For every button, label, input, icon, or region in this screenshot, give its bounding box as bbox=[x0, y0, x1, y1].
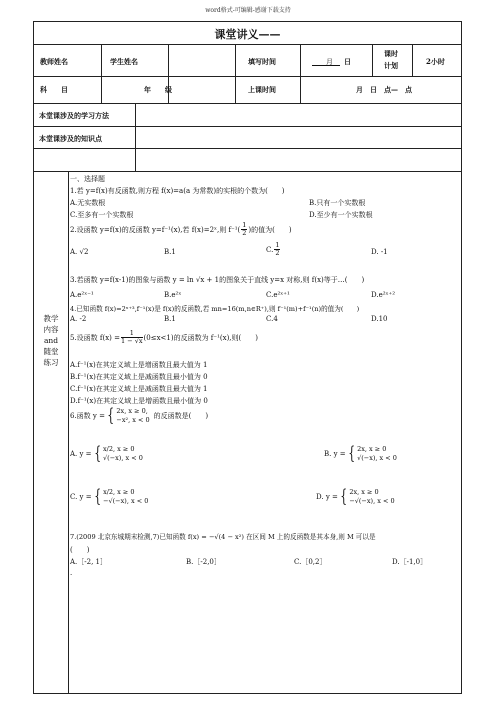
q2-option-b: B.1 bbox=[164, 248, 176, 256]
knowledge-points-label: 本堂课涉及的知识点 bbox=[39, 134, 102, 143]
q1-option-c: C.至多有一个实数根 bbox=[70, 211, 134, 219]
q1-option-a: A.无实数根 bbox=[70, 199, 106, 207]
q7-stem: 7.(2009 北京东城期末检测,7)已知函数 f(x) = −√(4 − x²) 在区间 M 上的反函数是其本身,则 M 可以是 bbox=[70, 533, 376, 541]
date-day: 日 bbox=[344, 57, 351, 66]
fill-time-label: 填写时间 bbox=[248, 57, 276, 66]
student-name-label: 学生姓名 bbox=[110, 57, 138, 66]
q6-stem: 6.函数 y = { 2x, x ≥ 0, −x², x < 0 的反函数是( ) bbox=[70, 405, 209, 426]
q3-option-d: D.e²ˣ⁺² bbox=[371, 291, 396, 299]
q6-option-d: D. y = { 2x, x ≥ 0 −√(−x), x < 0 bbox=[316, 486, 395, 507]
q5-stem: 5.设函数 f(x) = $\frac{1}{1 - √x}$ (0≤x<1)的反函数为 f⁻¹(x),则( ) bbox=[70, 329, 258, 345]
class-time-value: 月 日 点— 点 bbox=[356, 85, 412, 94]
q4-option-c: C.4 bbox=[266, 315, 278, 323]
q3-option-a: A.e²ˣ⁻¹ bbox=[70, 291, 94, 299]
teacher-name-label: 教师姓名 bbox=[40, 57, 68, 66]
q4-option-b: B.1 bbox=[164, 315, 176, 323]
date-month: 月 bbox=[326, 58, 333, 66]
q3-stem: 3.若函数 y=f(x-1)的图象与函数 y = ln √x + 1的图象关于直线 y=x 对称,则 f(x)等于…( ) bbox=[70, 276, 365, 284]
q5-option-c: C.f⁻¹(x)在其定义域上是减函数且最大值为 1 bbox=[70, 385, 208, 393]
q4-stem: 4.已知函数 f(x)=2ˣ⁺³,f⁻¹(x)是 f(x)的反函数,若 mn=16(m,n∈R⁺),则 f⁻¹(m)+f⁻¹(n)的值为( ) bbox=[70, 305, 360, 313]
q6-option-b: B. y = { 2x, x ≥ 0 √(−x), x < 0 bbox=[324, 443, 397, 464]
class-time-label: 上课时间 bbox=[248, 85, 276, 94]
q2-option-a: A. √2 bbox=[70, 248, 89, 256]
plan-label-2: 计划 bbox=[384, 61, 398, 70]
subject-label: 科 目 bbox=[40, 85, 68, 94]
q7-option-d: D.［-1,0］ bbox=[392, 558, 428, 566]
q4-option-a: A. -2 bbox=[70, 315, 87, 323]
q7-trailing-dot: . bbox=[70, 569, 73, 577]
q7-option-c: C.［0,2］ bbox=[294, 558, 327, 566]
q7-option-a: A.［-2, 1］ bbox=[70, 558, 108, 566]
q5-option-d: D.f⁻¹(x)在其定义域上是增函数且最小值为 0 bbox=[70, 397, 208, 405]
q1-stem: 1.若 y=f(x)有反函数,则方程 f(x)=a(a 为常数)的实根的个数为( ) bbox=[70, 187, 285, 195]
plan-label-1: 课时 bbox=[384, 49, 398, 58]
grade-label: 年 级 bbox=[144, 85, 172, 94]
q1-option-b: B.只有一个实数根 bbox=[309, 199, 366, 207]
q5-option-b: B.f⁻¹(x)在其定义域上是减函数且最小值为 0 bbox=[70, 373, 208, 381]
section-heading: 一、选择题 bbox=[70, 175, 105, 183]
q7-option-b: B.［-2,0］ bbox=[186, 558, 221, 566]
learning-method-label: 本堂课涉及的学习方法 bbox=[39, 111, 109, 120]
q2-stem: 2.设函数 y=f(x)的反函数 y=f⁻¹(x),若 f(x)=2ˣ,则 f⁻¹( $\frac{1}{2}$ )的值为( ) bbox=[70, 221, 292, 237]
side-label: 教学 内容 and 随堂 练习 bbox=[43, 314, 59, 367]
q6-option-c: C. y = { x/2, x ≥ 0 −√(−x), x < 0 bbox=[70, 486, 149, 507]
lesson-table bbox=[33, 21, 462, 694]
q1-option-d: D.至少有一个实数根 bbox=[309, 211, 373, 219]
q2-option-c: C. $\frac{1}{2}$ bbox=[266, 241, 280, 257]
top-note: word格式-可编辑-感谢下载支持 bbox=[205, 7, 291, 14]
page-title: 课堂讲义—— bbox=[214, 28, 281, 41]
q4-option-d: D.10 bbox=[371, 315, 388, 323]
q7-blank: ( ) bbox=[70, 546, 90, 554]
q3-option-b: B.e²ˣ bbox=[164, 291, 182, 299]
q3-option-c: C.e²ˣ⁺¹ bbox=[266, 291, 290, 299]
q6-option-a: A. y = { x/2, x ≥ 0 √(−x), x < 0 bbox=[70, 443, 143, 464]
duration-value: 2小时 bbox=[426, 57, 445, 66]
q5-option-a: A.f⁻¹(x)在其定义域上是增函数且最大值为 1 bbox=[70, 361, 208, 369]
q2-option-d: D. -1 bbox=[371, 248, 388, 256]
